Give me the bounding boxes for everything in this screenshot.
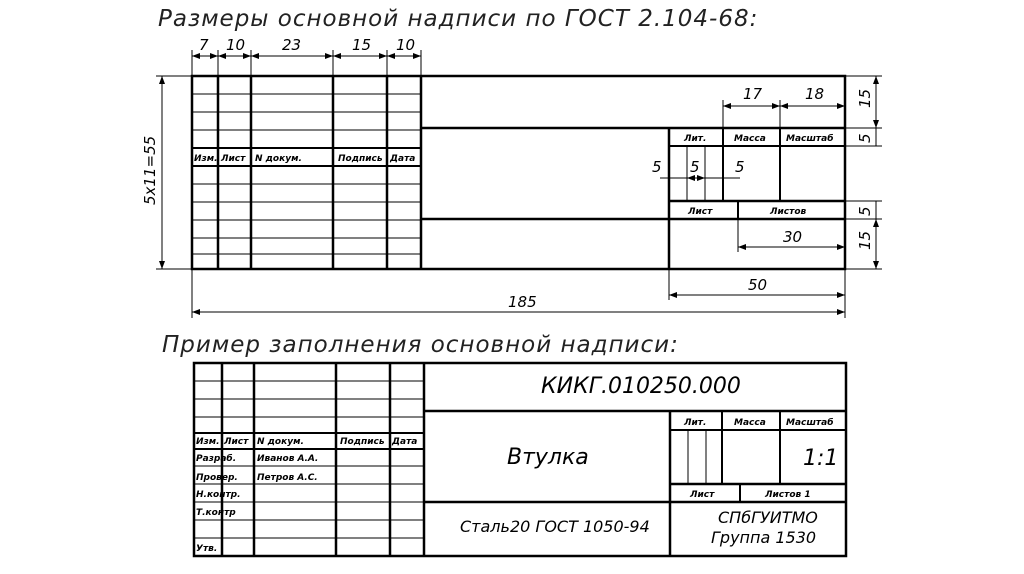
dim-7: 7 — [199, 36, 209, 54]
dim-185: 185 — [508, 293, 537, 311]
hdr-ndoc: N докум. — [255, 154, 302, 164]
row-tkontr: Т.контр — [196, 508, 236, 518]
dim-5a: 5 — [652, 158, 662, 176]
hdr-lit: Лит. — [684, 134, 707, 144]
part-name: Втулка — [507, 445, 589, 470]
row-nkontr: Н.контр. — [196, 490, 241, 500]
org-line-1: СПбГУИТМО — [718, 508, 818, 527]
org-line-2: Группа 1530 — [711, 528, 817, 547]
ex-hdr-izm: Изм. — [196, 437, 220, 447]
row-utv: Утв. — [196, 544, 218, 554]
name-petrov: Петров А.С. — [257, 473, 318, 483]
ex-hdr-data: Дата — [392, 437, 418, 447]
dim-15: 15 — [352, 36, 372, 54]
ex-hdr-podp: Подпись — [340, 437, 385, 447]
dim-right-15a: 15 — [856, 88, 874, 108]
hdr-izm: Изм. — [194, 154, 218, 164]
scale-value: 1:1 — [803, 446, 839, 471]
dim-17: 17 — [743, 85, 763, 103]
dim-23: 23 — [282, 36, 302, 54]
dim-10a: 10 — [226, 36, 246, 54]
row-razrab: Разраб. — [196, 454, 237, 464]
hdr-list: Лист — [221, 154, 246, 164]
dim-50: 50 — [748, 276, 768, 294]
dim-5x11: 5х11=55 — [141, 135, 159, 205]
ex-hdr-masshtab: Масштаб — [786, 418, 834, 428]
ex-hdr-list: Лист — [224, 437, 249, 447]
ex-hdr-ndoc: N докум. — [257, 437, 304, 447]
doc-code: КИКГ.010250.000 — [541, 374, 741, 399]
dim-18: 18 — [805, 85, 825, 103]
ex-listov-value: Листов 1 — [765, 490, 811, 500]
dim-right-5a: 5 — [856, 133, 874, 143]
example-title: Пример заполнения основной надписи: — [162, 332, 679, 358]
hdr-listov: Листов — [770, 207, 807, 217]
dim-right-5b: 5 — [856, 206, 874, 216]
material: Сталь20 ГОСТ 1050-94 — [460, 517, 650, 536]
ex-hdr-massa: Масса — [734, 418, 766, 428]
hdr-masshtab: Масштаб — [786, 134, 834, 144]
hdr-data: Дата — [390, 154, 416, 164]
dim-5b: 5 — [690, 158, 700, 176]
name-ivanov: Иванов А.А. — [257, 454, 319, 464]
sizes-title: Размеры основной надписи по ГОСТ 2.104-68: — [158, 6, 759, 32]
dim-5c: 5 — [735, 158, 745, 176]
ex-hdr-lit: Лит. — [684, 418, 707, 428]
dim-10b: 10 — [396, 36, 416, 54]
dim-30: 30 — [783, 228, 803, 246]
hdr-podp: Подпись — [338, 154, 383, 164]
hdr-massa: Масса — [734, 134, 766, 144]
hdr-list2: Лист — [688, 207, 713, 217]
dimension-frame — [192, 76, 845, 269]
dim-right-15b: 15 — [856, 230, 874, 250]
ex-hdr-list2: Лист — [690, 490, 715, 500]
row-prover: Провер. — [196, 473, 238, 483]
